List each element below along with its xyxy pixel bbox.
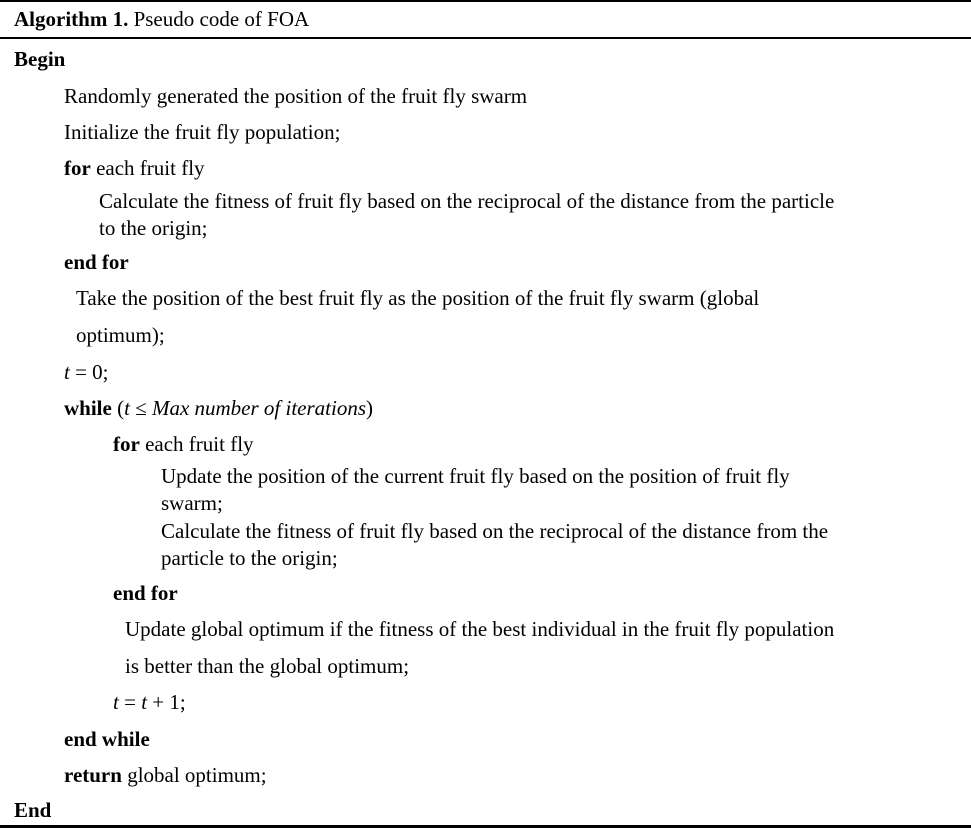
- keyword: end while: [64, 727, 150, 751]
- line-text: (: [111, 396, 125, 420]
- line-text: ): [366, 396, 374, 420]
- pseudocode-line: [76, 285, 759, 311]
- pseudocode-line: [113, 431, 254, 457]
- line-text: Update global optimum if the fitness of the best individual in the fruit fly population: [125, 617, 835, 641]
- condition-text: t ≤ Max number of iterations: [124, 396, 367, 420]
- pseudocode-line: [125, 653, 409, 679]
- pseudocode-line: [64, 249, 129, 275]
- line-text: global optimum;: [121, 763, 267, 787]
- pseudocode-line: [99, 215, 208, 241]
- line-text: Update the position of the current fruit fly based on the position of fruit fly: [161, 464, 790, 488]
- algorithm-caption: [14, 6, 309, 32]
- line-text: Calculate the fitness of fruit fly based on the reciprocal of the distance from the particle: [99, 189, 835, 213]
- pseudocode-line: [64, 83, 527, 109]
- pseudocode-line: [99, 188, 834, 214]
- line-text: swarm;: [161, 491, 223, 515]
- line-text: optimum);: [76, 323, 165, 347]
- keyword: end for: [113, 581, 178, 605]
- pseudocode-line: [76, 322, 165, 348]
- line-text: Initialize the fruit fly population;: [64, 120, 341, 144]
- keyword: end for: [64, 250, 129, 274]
- pseudocode-line: [113, 580, 178, 606]
- assignment-text: t = t + 1;: [113, 690, 186, 714]
- keyword: for: [64, 156, 91, 180]
- pseudocode-line: [125, 616, 834, 642]
- line-text: Randomly generated the position of the fruit fly swarm: [64, 84, 528, 108]
- pseudocode-line: [64, 726, 150, 752]
- pseudocode-line: [161, 463, 790, 489]
- pseudocode-line: [64, 359, 109, 385]
- caption-label: Algorithm 1.: [14, 7, 129, 31]
- line-text: to the origin;: [99, 216, 208, 240]
- top-rule: [0, 0, 971, 2]
- pseudocode-line: [14, 46, 65, 72]
- line-text: Calculate the fitness of fruit fly based on the reciprocal of the distance from the: [161, 519, 829, 543]
- keyword: for: [113, 432, 140, 456]
- caption-rule: [0, 37, 971, 39]
- pseudocode-line: [14, 797, 51, 823]
- keyword: End: [14, 798, 52, 822]
- pseudocode-line: [64, 762, 267, 788]
- line-text: particle to the origin;: [161, 546, 338, 570]
- pseudocode-line: [64, 395, 373, 421]
- pseudocode-line: [161, 490, 223, 516]
- assignment-text: t = 0;: [64, 360, 109, 384]
- line-text: each fruit fly: [90, 156, 205, 180]
- pseudocode-line: [64, 155, 205, 181]
- caption-title: Pseudo code of FOA: [133, 7, 310, 31]
- pseudocode-line: [113, 689, 186, 715]
- line-text: each fruit fly: [139, 432, 254, 456]
- keyword: Begin: [14, 47, 66, 71]
- line-text: is better than the global optimum;: [125, 654, 410, 678]
- keyword: while: [64, 396, 112, 420]
- pseudocode-line: [64, 119, 340, 145]
- pseudocode-line: [161, 545, 338, 571]
- pseudocode-line: [161, 518, 828, 544]
- keyword: return: [64, 763, 122, 787]
- line-text: Take the position of the best fruit fly as the position of the fruit fly swarm (global: [76, 286, 760, 310]
